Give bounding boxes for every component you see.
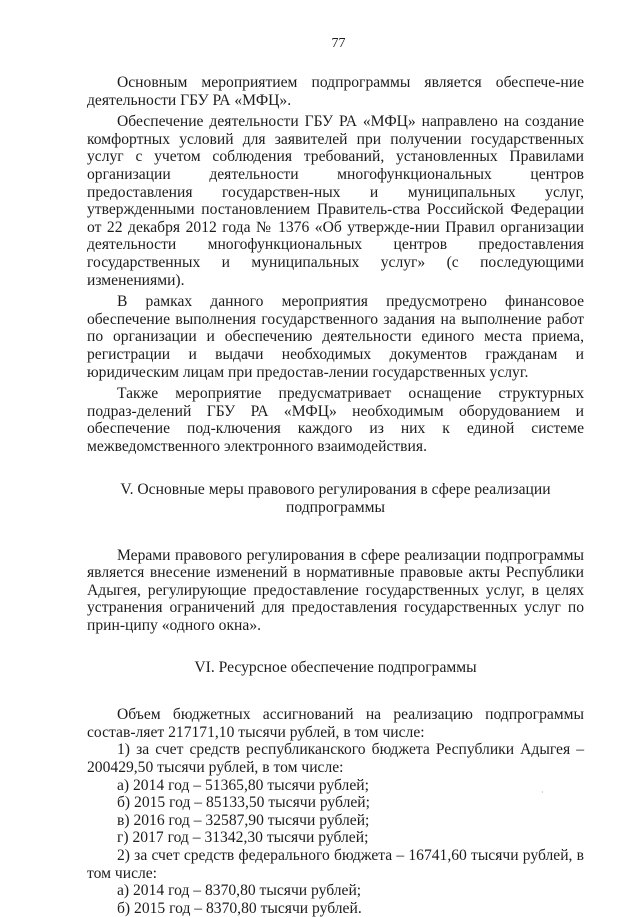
section-vi-federal-paragraph: 2) за счет средств федерального бюджета – 16741,60 тысячи рублей, в том числе: — [87, 846, 584, 882]
section-v-heading-line-1: V. Основные меры правового регулирования в сфере реализации — [120, 481, 551, 499]
intro-paragraph-3: В рамках данного мероприятия предусмотрено финансовое обеспечение выполнения государственного задания на выполнение работ по организации и обеспечению деятельности единого места приема, регистрации и выдачи необходимых документов гражданам и юридическим лицам при предостав-лении государственных услуг. — [87, 293, 584, 381]
scan-dot: · — [541, 788, 544, 797]
section-v-heading — [87, 481, 584, 516]
intro-paragraph-4: Также мероприятие предусматривает оснащение структурных подраз-делений ГБУ РА «МФЦ» необходимым оборудованием и обеспечение под-ключения каждого из них к единой системе межведомственного электронного взаимодействия. — [87, 385, 584, 455]
regional-year-item: г) 2017 год – 31342,30 тысячи рублей; — [117, 829, 369, 847]
intro-paragraph-1: Основным мероприятием подпрограммы является обеспече-ние деятельности ГБУ РА «МФЦ». — [87, 74, 584, 109]
section-vi-total-paragraph: Объем бюджетных ассигнований на реализацию подпрограммы состав-ляет 217171,10 тысячи рублей, в том числе: — [87, 706, 584, 741]
regional-year-item: а) 2014 год – 51365,80 тысячи рублей; — [117, 776, 369, 794]
section-v-heading-line-2: подпрограммы — [286, 499, 385, 517]
federal-year-item: б) 2015 год – 8370,80 тысячи рублей. — [117, 899, 362, 917]
federal-year-item: а) 2014 год – 8370,80 тысячи рублей; — [117, 882, 362, 900]
section-vi-regional-paragraph: 1) за счет средств республиканского бюджета Республики Адыгея – 200429,50 тысячи рублей, в том числе: — [87, 741, 584, 776]
regional-year-item: в) 2016 год – 32587,90 тысячи рублей; — [117, 811, 370, 829]
intro-paragraph-2: Обеспечение деятельности ГБУ РА «МФЦ» направлено на создание комфортных условий для заявителей при получении государственных услуг с учетом соблюдения требований, установленных Правилами организации деятельности многофункциональных центров предоставления государствен-ных и муниципальных услуг, утвержденными постановлением Правитель-ства Российской Федерации от 22 декабря 2012 года № 1376 «Об утвержде-нии Правил организации деятельности многофункциональных центров предоставления государственных и муниципальных услуг» (с последующими изменениями). — [87, 113, 584, 289]
regional-year-item: б) 2015 год – 85133,50 тысячи рублей; — [117, 794, 370, 812]
section-vi-heading: VI. Ресурсное обеспечение подпрограммы — [194, 658, 477, 676]
section-v-paragraph: Мерами правового регулирования в сфере реализации подпрограммы является внесение изменений в нормативные правовые акты Республики Адыгея, регулирующие предоставление государственных услуг, в целях устранения ограничений для предоставления государственных услуг по прин-ципу «одного окна». — [87, 546, 584, 635]
page-number: 77 — [331, 36, 346, 51]
